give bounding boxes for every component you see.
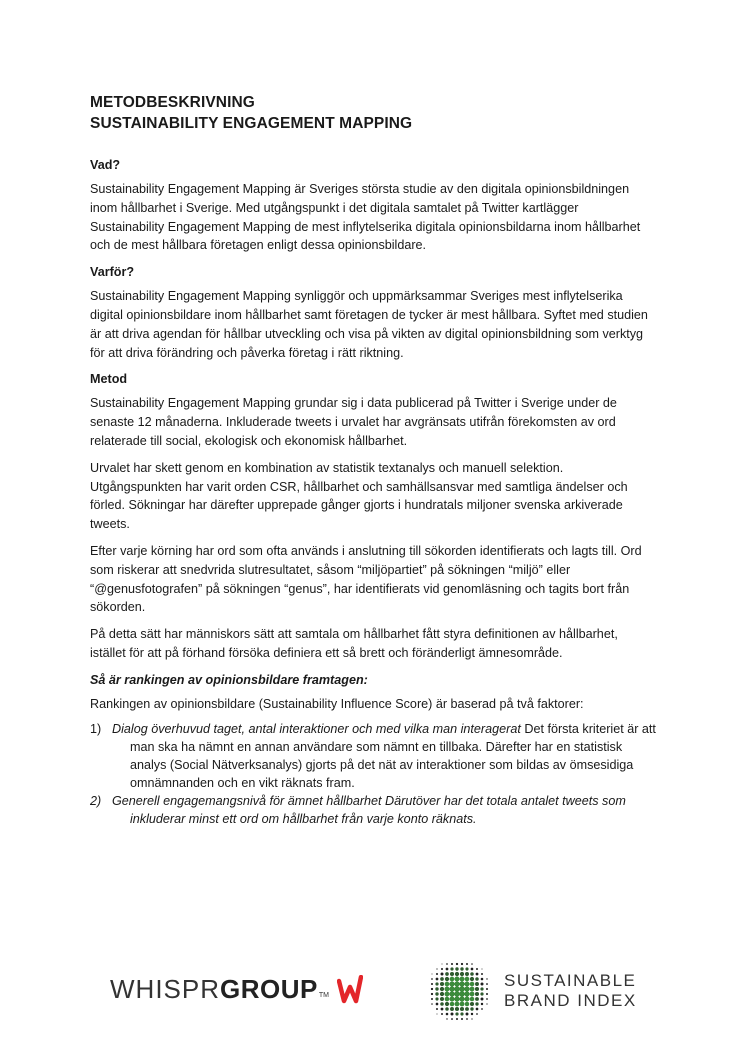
whispr-group-logo [110, 974, 363, 1005]
globe-dot [441, 968, 443, 970]
document-page [90, 92, 656, 828]
globe-dot [431, 998, 433, 1000]
globe-dot [451, 1018, 453, 1020]
globe-dot [481, 1003, 483, 1005]
globe-dot [476, 968, 478, 970]
globe-dot [464, 981, 469, 986]
globe-dot [481, 998, 484, 1001]
globe-dot [461, 1018, 463, 1020]
globe-dot [481, 983, 484, 986]
globe-dot [450, 967, 453, 970]
globe-dot [450, 977, 455, 982]
globe-dot [475, 997, 479, 1001]
globe-dot [454, 991, 460, 997]
globe-dot [475, 992, 479, 996]
globe-dot [436, 968, 437, 969]
section-heading-metod: Metod [90, 372, 128, 387]
globe-dot [486, 993, 488, 995]
metod-paragraph-2: Urvalet har skett genom en kombination av statistik textanalys och manuell selektion. Utgångspunkten har varit orden CSR, hållbarhet och samhällsansvar med samtliga ändelser och förled. Sökningar har därefter upprepade gånger gjorts i hundratals miljoner svenska arkiverade tweets. [90, 460, 628, 532]
globe-dot [436, 978, 439, 981]
globe-dot [470, 1002, 474, 1006]
globe-dot [476, 973, 479, 976]
globe-dot [431, 978, 433, 980]
globe-dot [441, 973, 444, 976]
factor-description: Det första kriteriet är att man ska ha nämnt en annan användare som nämnt en tillbaka. Därefter har en statistisk analys (Social Nätverksanalys) gjorts på det nät av interaktioner som bildas av ömsesidiga omnämnanden och en vikt räknats fram. [130, 721, 656, 790]
globe-dot [445, 987, 450, 992]
globe-dot [480, 992, 483, 995]
globe-dot [454, 981, 459, 986]
globe-dot [471, 1013, 473, 1015]
globe-dot [464, 986, 469, 991]
section-ranking [90, 671, 656, 828]
list-number: 1) [90, 721, 102, 736]
globe-dot [450, 972, 454, 976]
globe-dot [464, 991, 469, 996]
globe-dot [456, 1018, 458, 1020]
section-metod [90, 370, 656, 662]
metod-paragraph-4: På detta sätt har människors sätt att samtala om hållbarhet fått styra definitionen av hållbarhet, istället för att på förhand försöka definiera ett så brett och föränderligt ämnesområde. [90, 627, 618, 660]
factor-title: Generell engagemangsnivå för ämnet hållbarhet Därutöver har det totala antalet tweets som inkluderar minst ett ord om hållbarhet från varje konto räknats. [112, 793, 626, 826]
globe-dot [475, 987, 479, 991]
globe-dot [441, 963, 442, 964]
globe-dot [470, 987, 475, 992]
globe-dot [446, 1013, 449, 1016]
globe-dot [440, 997, 444, 1001]
globe-dot [460, 967, 463, 970]
globe-dot [459, 991, 465, 997]
globe-dot [465, 977, 470, 982]
globe-dot [486, 978, 487, 979]
ranking-factor-1 [90, 720, 656, 792]
footer-logos [0, 956, 746, 1026]
globe-dot [486, 998, 488, 1000]
globe-dot [466, 1013, 469, 1016]
sbi-wordmark [504, 971, 637, 1011]
globe-dot [464, 996, 469, 1001]
globe-dot [471, 968, 474, 971]
globe-dot [460, 972, 464, 976]
globe-dot [481, 968, 482, 969]
globe-dot [431, 973, 432, 974]
globe-dot [465, 972, 469, 976]
globe-dot [436, 973, 438, 975]
logo-text-group: GROUP [220, 974, 318, 1004]
globe-dot [436, 1013, 437, 1014]
globe-dot [455, 1002, 460, 1007]
globe-dot [470, 992, 475, 997]
globe-dot [471, 1018, 472, 1019]
globe-dot [455, 977, 460, 982]
globe-dots-icon [424, 956, 494, 1026]
ranking-factor-2 [90, 792, 656, 828]
globe-dot [431, 983, 433, 985]
sustainable-brand-index-logo [424, 956, 637, 1026]
globe-dot [449, 996, 454, 1001]
globe-dot [440, 1002, 444, 1006]
globe-dot [461, 963, 463, 965]
globe-dot [450, 1007, 454, 1011]
globe-dot [431, 1003, 433, 1005]
globe-dot [451, 1013, 454, 1016]
trademark-mark: TM [318, 992, 329, 999]
globe-dot [471, 963, 473, 965]
globe-dot [450, 1002, 455, 1007]
globe-dot [460, 1007, 464, 1011]
globe-dot [470, 977, 474, 981]
ranking-intro: Rankingen av opinionsbildare (Sustainability Influence Score) är baserad på två faktorer: [90, 696, 584, 711]
section-heading-varfor: Varför? [90, 265, 135, 280]
document-title-line2: SUSTAINABILITY ENGAGEMENT MAPPING [90, 115, 413, 132]
globe-dot [481, 978, 484, 981]
section-vad [90, 156, 656, 255]
ranking-factor-list [90, 720, 656, 828]
metod-paragraph-1: Sustainability Engagement Mapping grundar sig i data publicerad på Twitter i Sverige under de senaste 12 månaderna. Inkluderade tweets i urvalet har avgränsats utifrån förekomsten av ord relaterade till social, ekologisk och ekonomisk hållbarhet. [90, 396, 617, 448]
globe-dot [475, 982, 479, 986]
globe-dot [470, 1007, 473, 1010]
globe-dot [455, 1007, 459, 1011]
globe-dot [466, 1018, 468, 1020]
globe-dot [445, 997, 450, 1002]
globe-dot [470, 982, 475, 987]
globe-dot [459, 996, 464, 1001]
section-heading-ranking: Så är rankingen av opinionsbildare framtagen: [90, 672, 368, 687]
sbi-line-1: SUSTAINABLE [504, 971, 637, 990]
section-body-vad: Sustainability Engagement Mapping är Sveriges största studie av den digitala opinionsbildningen inom hållbarhet i Sverige. Med utgångspunkt i det digitala samtalet på Twitter kartlägger Sustainability Engagement Mapping de mest inflytelserika digitala opinionsbildarna inom hållbarhet och de mest hållbara företagen enligt dessa opinionsbildare. [90, 182, 641, 253]
globe-dot [445, 972, 449, 976]
globe-dot [465, 1002, 470, 1007]
globe-dot [476, 1008, 479, 1011]
globe-dot [440, 982, 444, 986]
globe-dot [475, 977, 479, 981]
globe-dot [446, 963, 448, 965]
globe-dot [475, 1002, 478, 1005]
globe-dot [435, 997, 438, 1000]
whispr-w-mark-icon [337, 975, 363, 1005]
globe-dot [445, 1002, 449, 1006]
globe-dot [470, 972, 474, 976]
globe-dot [465, 967, 468, 970]
globe-dot [431, 988, 433, 990]
globe-dot [455, 1012, 458, 1015]
globe-dot [451, 963, 453, 965]
globe-dot [436, 1003, 439, 1006]
globe-dot [486, 1003, 487, 1004]
globe-dot [455, 972, 459, 976]
globe-dot [441, 1008, 444, 1011]
globe-dot [466, 963, 468, 965]
sbi-line-2: BRAND INDEX [504, 991, 637, 1010]
globe-dot [460, 977, 465, 982]
globe-dot [435, 987, 438, 990]
globe-dot [459, 986, 465, 992]
list-number: 2) [90, 793, 102, 808]
globe-dot [435, 992, 438, 995]
section-varfor [90, 263, 656, 362]
globe-dot [445, 977, 449, 981]
globe-dot [446, 968, 449, 971]
logo-text-whispr: WHISPR [110, 974, 220, 1004]
globe-dot [486, 983, 488, 985]
globe-dot [449, 991, 454, 996]
globe-dot [440, 992, 444, 996]
globe-dot [456, 963, 458, 965]
globe-dot [465, 1007, 469, 1011]
globe-dot [436, 1008, 438, 1010]
globe-dot [431, 993, 433, 995]
globe-dot [446, 1018, 447, 1019]
globe-dot [445, 992, 450, 997]
globe-dot [460, 1002, 465, 1007]
document-title-line1: METODBESKRIVNING [90, 94, 255, 111]
globe-dot [440, 977, 444, 981]
globe-dot [481, 1008, 483, 1010]
globe-dot [476, 1013, 478, 1015]
globe-dot [486, 988, 488, 990]
globe-dot [440, 987, 444, 991]
globe-dot [435, 982, 438, 985]
globe-dot [481, 973, 483, 975]
metod-paragraph-3: Efter varje körning har ord som ofta används i anslutning till sökorden identifierats och lagts till. Ord som riskerar att snedvrida slutresultatet, såsom “miljöpartiet” på sökningen “miljö” eller “@genusfotografen” på sökningen “genus”, har identifierats vid genomläsning och tagits bort från sökorden. [90, 543, 642, 615]
section-body-varfor: Sustainability Engagement Mapping synliggör och uppmärksammar Sveriges mest inflytelserika digital opinionsbildare inom hållbarhet samt företagen de tycker är mest hållbara. Syftet med studien är att driva agendan för hållbar utveckling och visa på vikten av digital opinionsbildning som verktyg för att driva förändring och påverka företag i rätt riktning. [90, 289, 648, 360]
globe-dot [454, 996, 459, 1001]
globe-dot [449, 986, 454, 991]
globe-dot [459, 981, 464, 986]
globe-dot [454, 986, 460, 992]
globe-dot [480, 987, 483, 990]
globe-dot [441, 1013, 443, 1015]
globe-dot [455, 967, 458, 970]
globe-dot [460, 1012, 463, 1015]
globe-dot [449, 981, 454, 986]
globe-dot [470, 997, 475, 1002]
globe-dot [445, 982, 450, 987]
factor-title: Dialog överhuvud taget, antal interaktioner och med vilka man interagerat [112, 721, 521, 736]
globe-dot [445, 1007, 449, 1011]
section-heading-vad: Vad? [90, 158, 121, 172]
